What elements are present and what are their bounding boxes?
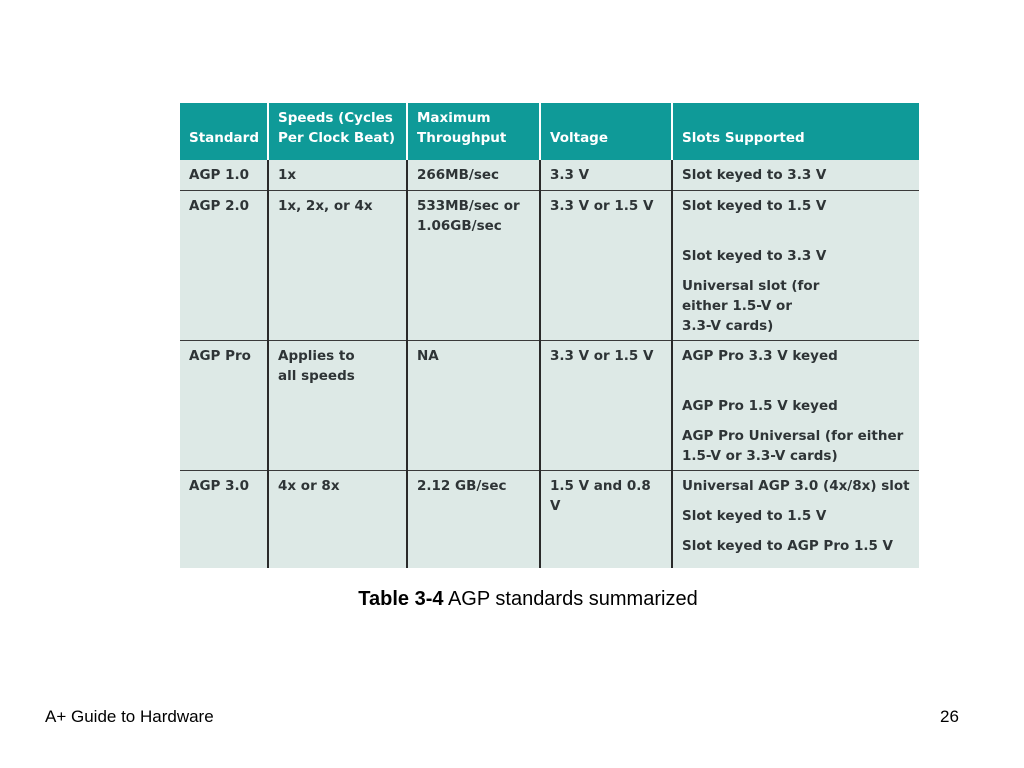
cell-slots <box>672 160 919 190</box>
slot-entry: Universal slot (for either 1.5-V or 3.3-V cards) <box>682 277 820 334</box>
slot-entry: Slot keyed to AGP Pro 1.5 V <box>682 537 894 554</box>
cell-voltage: 3.3 V <box>540 160 672 190</box>
header-voltage: Voltage <box>540 103 672 160</box>
slot-entry: Slot keyed to 1.5 V <box>682 197 827 214</box>
cell-standard: AGP 1.0 <box>189 167 250 183</box>
table-row <box>180 190 919 340</box>
cell-slots <box>672 340 919 470</box>
cell-voltage: 3.3 V or 1.5 V <box>540 340 672 470</box>
cell-speeds: Applies to all speeds <box>268 340 407 470</box>
table-caption <box>0 588 1024 611</box>
footer-title: A+ Guide to Hardware <box>45 707 214 726</box>
cell-voltage: 3.3 V or 1.5 V <box>540 190 672 340</box>
cell-throughput: 533MB/sec or 1.06GB/sec <box>407 190 540 340</box>
table-header-row <box>180 103 919 160</box>
slot-entry: AGP Pro Universal (for either 1.5-V or 3.3-V cards) <box>682 427 904 464</box>
cell-standard: AGP 2.0 <box>180 190 268 340</box>
cell-throughput: 266MB/sec <box>407 160 540 190</box>
slot-entry: Slot keyed to 3.3 V <box>682 167 827 183</box>
cell-slots <box>672 190 919 340</box>
page-number: 26 <box>940 707 959 726</box>
cell-speeds: 1x, 2x, or 4x <box>268 190 407 340</box>
caption-text: AGP standards summarized <box>447 588 698 610</box>
cell-throughput: NA <box>407 340 540 470</box>
table-row <box>180 160 919 190</box>
cell-speeds: 4x or 8x <box>268 470 407 568</box>
header-speeds-text: Speeds (Cycles Per Clock Beat) <box>278 110 396 146</box>
header-speeds <box>268 103 407 160</box>
slot-entry: AGP Pro 3.3 V keyed <box>682 347 838 364</box>
cell-throughput: 2.12 GB/sec <box>407 470 540 568</box>
table-row <box>180 340 919 470</box>
cell-standard: AGP Pro <box>180 340 268 470</box>
header-slots: Slots Supported <box>672 103 919 160</box>
cell-speeds: 1x <box>268 160 407 190</box>
cell-standard: AGP 3.0 <box>180 470 268 568</box>
cell-slots <box>672 470 919 568</box>
caption-label: Table 3-4 <box>358 588 444 610</box>
agp-standards-table <box>180 103 919 568</box>
slot-entry: AGP Pro 1.5 V keyed <box>682 397 838 414</box>
header-throughput-text: Maximum Throughput <box>417 110 507 146</box>
header-throughput <box>407 103 540 160</box>
cell-voltage: 1.5 V and 0.8 V <box>540 470 672 568</box>
slot-entry: Slot keyed to 3.3 V <box>682 247 827 264</box>
slot-entry: Slot keyed to 1.5 V <box>682 507 827 524</box>
table-row <box>180 470 919 568</box>
slot-entry: Universal AGP 3.0 (4x/8x) slot <box>682 477 910 494</box>
header-standard: Standard <box>180 103 268 160</box>
